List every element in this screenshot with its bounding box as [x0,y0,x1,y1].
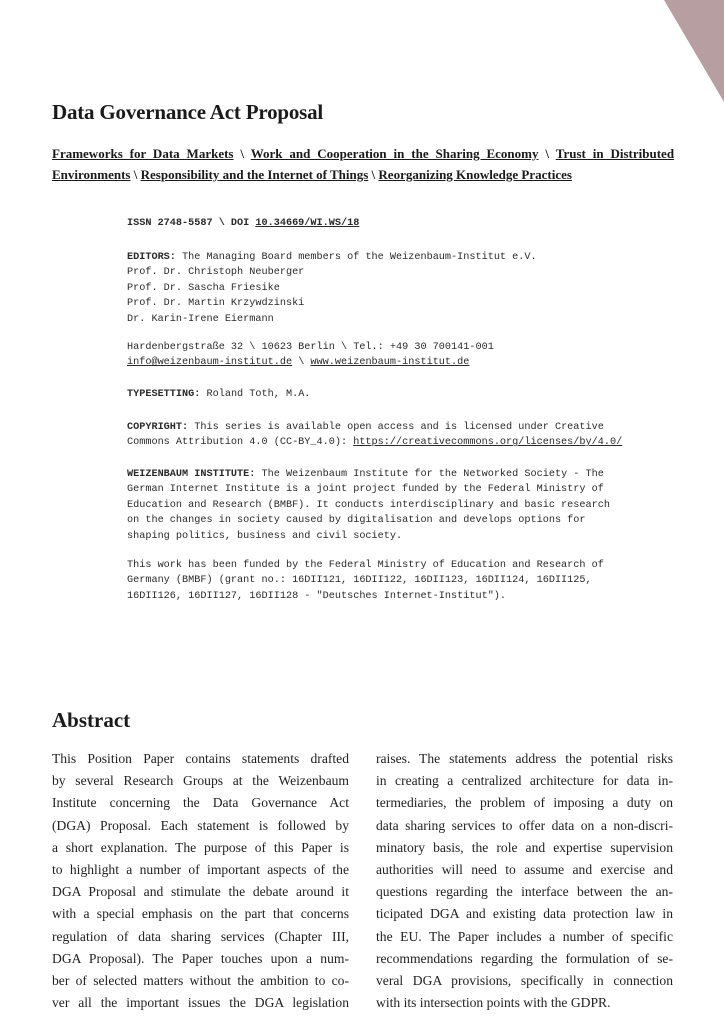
copyright-block [127,420,687,451]
issn-text: ISSN 2748-5587 \ DOI [127,218,256,229]
abstract-line: ber of selected matters without the ambition to co- [52,973,349,989]
abstract-line: authorities will need to assume and exercise and [376,862,673,878]
abstract-line: ticipated DGA and existing data protection law in [376,906,673,922]
institute-text: The Weizenbaum Institute for the Networked Society - The [255,469,604,480]
editor-name: Prof. Dr. Sascha Friesike [127,282,280,294]
topic-link[interactable]: Responsibility and the Internet of Things [140,167,369,182]
topic-link[interactable]: Reorganizing Knowledge Practices [378,167,572,182]
abstract-line: minatory basis, the role and expertise supervision [376,839,673,855]
abstract-line: a short explanation. The purpose of this Paper is [52,839,349,855]
abstract-line: the EU. The Paper includes a number of specific [376,928,673,944]
funding-text: 16DII126, 16DII127, 16DII128 - "Deutsches Internet-Institut"). [127,590,507,602]
topic-separator: \ [545,146,550,161]
doi-link[interactable]: 10.34669/WI.WS/18 [255,218,360,229]
email-link[interactable]: info@weizenbaum-institut.de [127,357,293,369]
funding-text: Germany (BMBF) (grant no.: 16DII121, 16DII122, 16DII123, 16DII124, 16DII125, [127,575,592,587]
abstract-line: (DGA) Proposal. Each statement is followed by [52,817,349,833]
topic-link[interactable]: Work and Cooperation in the Sharing Economy [250,146,539,161]
address-line: Hardenbergstraße 32 \ 10623 Berlin \ Tel.: +49 30 700141-001 [127,342,494,353]
editors-label: EDITORS: [127,252,176,263]
corner-decoration [664,0,724,102]
topic-separator: \ [240,146,245,161]
abstract-column-right [376,748,673,1014]
abstract-line: raises. The statements address the potential risks [376,751,673,766]
institute-text: on the changes in society caused by digitalisation and develops options for [127,515,586,527]
editor-name: Prof. Dr. Martin Krzywdzinski [127,298,305,310]
topic-separator: \ [133,167,138,182]
copyright-text: This series is available open access and is licensed under Creative [188,422,604,433]
editor-name: Prof. Dr. Christoph Neuberger [127,267,305,279]
abstract-line: with its intersection points with the GDPR. [376,995,611,1011]
topic-list [52,143,674,185]
abstract-line: with a special emphasis on the part that concerns [52,906,349,922]
topic-link[interactable]: Frameworks for Data Markets [52,146,234,161]
abstract-line: regulation of data sharing services (Chapter III, [52,928,349,944]
abstract-line: recommendations regarding the formulation of se- [376,950,673,966]
institute-text: shaping politics, business and civil society. [127,530,403,542]
typesetting-value: Roland Toth, M.A. [200,389,311,400]
institute-label: WEIZENBAUM INSTITUTE: [127,469,256,480]
address-separator: \ [292,357,311,369]
funding-block [127,558,687,604]
issn-block [127,216,687,231]
page-title: Data Governance Act Proposal [52,100,324,124]
editors-line: The Managing Board members of the Weizenbaum-Institut e.V. [175,252,537,263]
abstract-line: to highlight a number of important aspects of the [52,862,349,878]
website-link[interactable]: www.weizenbaum-institut.de [310,357,470,369]
license-link[interactable]: https://creativecommons.org/licenses/by/4.0/ [353,437,623,449]
editor-name: Dr. Karin-Irene Eiermann [127,313,274,325]
institute-text: Education and Research (BMBF). It conducts interdisciplinary and basic research [127,499,610,511]
abstract-line: in creating a centralized architecture for data in- [376,773,673,789]
address-block [127,340,687,371]
abstract-line: DGA Proposal). The Paper touches upon a num- [52,950,349,966]
abstract-line: termediaries, the problem of imposing a duty on [376,795,673,811]
abstract-line: by several Research Groups at the Weizenbaum [52,773,349,789]
topic-separator: \ [371,167,376,182]
copyright-text: Commons Attribution 4.0 (CC-BY_4.0): [127,437,354,449]
topic-link[interactable]: Trust in Distributed Environments [52,146,675,182]
abstract-line: Institute concerning the Data Governance Act [52,795,349,811]
abstract-line: data sharing services to offer data on a non-discri- [376,817,673,833]
abstract-column-left [52,748,349,1014]
abstract-line: veral DGA provisions, specifically in connection [376,973,673,989]
typesetting-block [127,387,687,402]
abstract-line: ver all the important issues the DGA legislation [52,995,349,1011]
editors-block [127,250,687,327]
typesetting-label: TYPESETTING: [127,389,201,400]
funding-text: This work has been funded by the Federal Ministry of Education and Research of [127,560,604,571]
abstract-line: This Position Paper contains statements drafted [52,751,349,766]
institute-text: German Internet Institute is a joint project funded by the Federal Ministry of [127,484,604,496]
institute-block [127,467,687,544]
abstract-line: questions regarding the interface between the an- [376,884,673,900]
copyright-label: COPYRIGHT: [127,422,189,433]
abstract-heading: Abstract [52,708,131,732]
abstract-line: DGA Proposal and stimulate the debate around it [52,884,349,900]
